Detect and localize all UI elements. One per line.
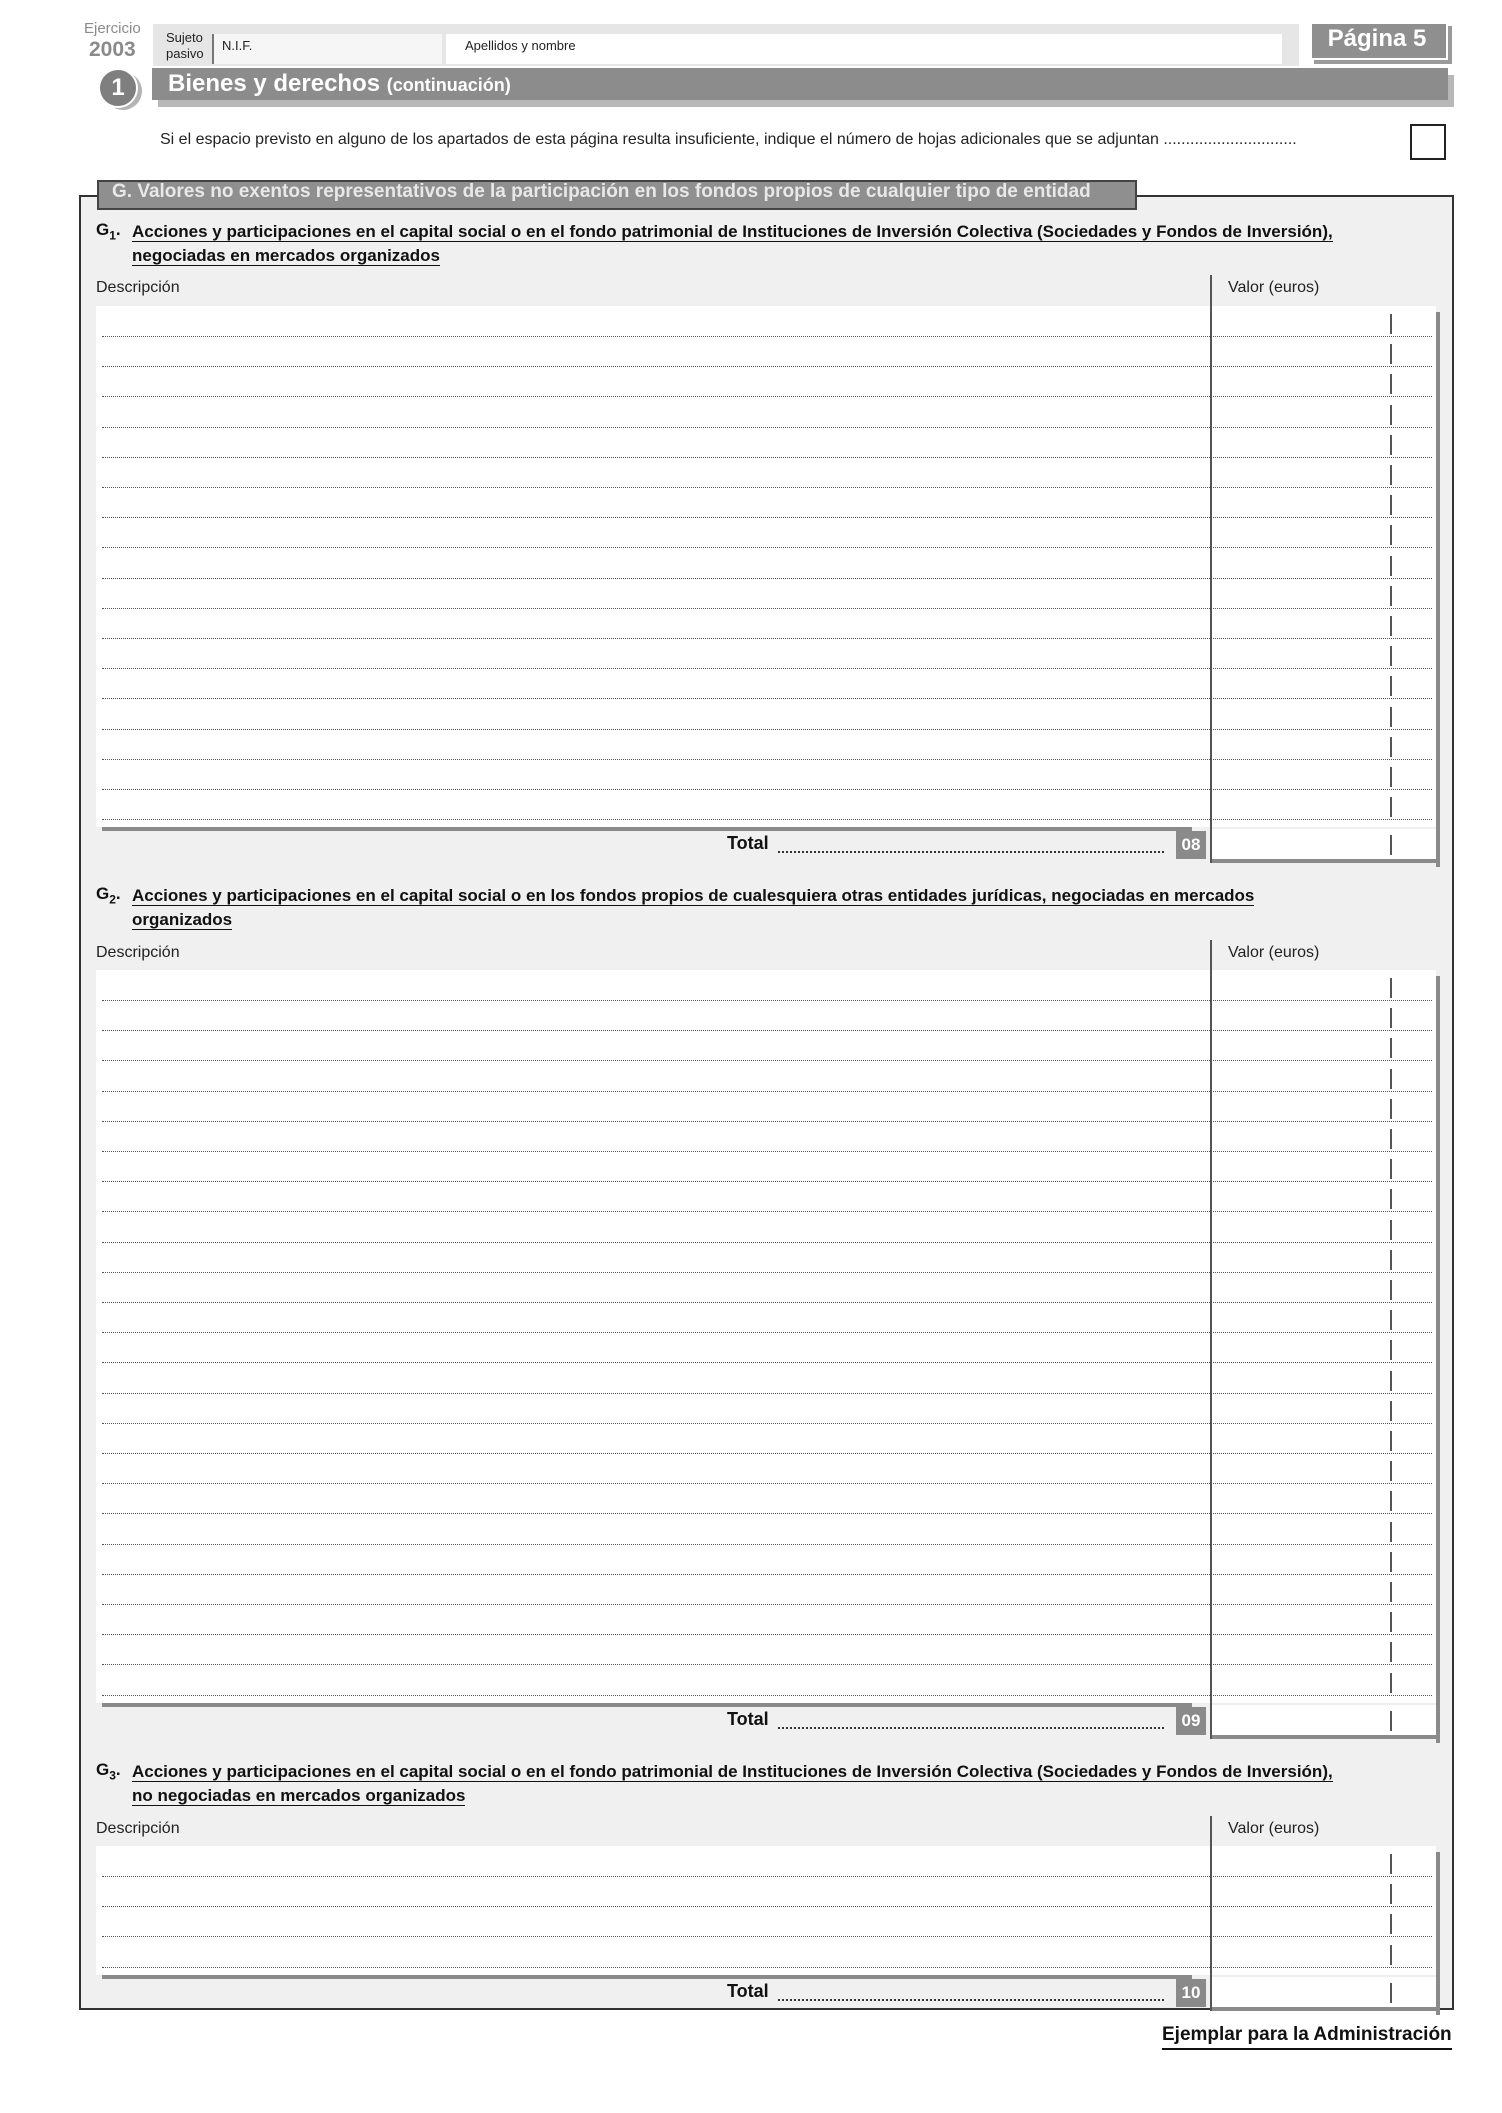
row-dotted-line — [102, 1906, 1432, 1907]
row-dotted-line — [102, 396, 1432, 397]
decimal-tick — [1390, 1220, 1392, 1240]
decimal-tick — [1390, 586, 1392, 606]
group-g-title: G. Valores no exentos representativos de la participación en los fondos propios de cualquier tipo de entidad — [112, 181, 1091, 202]
decimal-tick — [1390, 435, 1392, 455]
row-dotted-line — [102, 487, 1432, 488]
decimal-tick — [1390, 1491, 1392, 1511]
decimal-tick — [1390, 616, 1392, 636]
total-leader-dots — [778, 851, 1164, 853]
column-header-value: Valor (euros) — [1228, 279, 1320, 296]
subsection-code-letter: G — [96, 1760, 110, 1779]
decimal-tick — [1390, 737, 1392, 757]
table-shadow — [1436, 1852, 1440, 2015]
total-code-badge: 10 — [1176, 1979, 1206, 2007]
page-number-label: Página 5 — [1327, 25, 1427, 52]
decimal-tick — [1390, 405, 1392, 425]
total-label: Total — [727, 1708, 769, 1729]
row-dotted-line — [102, 1000, 1432, 1001]
total-label: Total — [727, 833, 769, 854]
decimal-tick — [1390, 1983, 1392, 2003]
decimal-tick — [1390, 676, 1392, 696]
decimal-tick — [1390, 797, 1392, 817]
subsection-title-line2: organizados — [132, 910, 233, 929]
sujeto-label-line2: pasivo — [166, 46, 204, 61]
total-value-field[interactable] — [1212, 1977, 1436, 2011]
subsection-title-line2: negociadas en mercados organizados — [132, 246, 440, 265]
decimal-tick — [1390, 1371, 1392, 1391]
decimal-tick — [1390, 1099, 1392, 1119]
subsection-title-line2: no negociadas en mercados organizados — [132, 1786, 466, 1805]
decimal-tick — [1390, 314, 1392, 334]
column-header-description: Descripción — [96, 279, 180, 296]
row-dotted-line — [102, 608, 1432, 609]
row-dotted-line — [102, 1121, 1432, 1122]
subsection-code-letter: G — [96, 220, 110, 239]
decimal-tick — [1390, 1008, 1392, 1028]
ejercicio-label: Ejercicio — [84, 20, 141, 37]
row-dotted-line — [102, 819, 1432, 820]
row-dotted-line — [102, 1544, 1432, 1545]
decimal-tick — [1390, 556, 1392, 576]
subsection-title-line1: Acciones y participaciones en el capital social o en el fondo patrimonial de Instituciones de Inversión Colectiva (Sociedades y Fondos de Inversión), — [132, 222, 1333, 241]
decimal-tick — [1390, 1945, 1392, 1965]
decimal-tick — [1390, 1582, 1392, 1602]
row-dotted-line — [102, 1302, 1432, 1303]
row-dotted-line — [102, 1634, 1432, 1635]
row-dotted-line — [102, 759, 1432, 760]
section-title — [168, 70, 511, 98]
row-dotted-line — [102, 1393, 1432, 1394]
row-dotted-line — [102, 1362, 1432, 1363]
row-dotted-line — [102, 1030, 1432, 1031]
decimal-tick — [1390, 1069, 1392, 1089]
row-dotted-line — [102, 1967, 1432, 1968]
decimal-tick — [1390, 767, 1392, 787]
subsection-code-index: 2 — [109, 892, 116, 907]
subsection-code-index: 3 — [109, 1768, 116, 1783]
row-dotted-line — [102, 1453, 1432, 1454]
row-dotted-line — [102, 1332, 1432, 1333]
decimal-tick — [1390, 1280, 1392, 1300]
row-dotted-line — [102, 1936, 1432, 1937]
decimal-tick — [1390, 978, 1392, 998]
subsection-code: $G_3$. — [96, 1760, 121, 1783]
column-divider — [1210, 275, 1212, 863]
row-dotted-line — [102, 1604, 1432, 1605]
decimal-tick — [1390, 1431, 1392, 1451]
extra-sheets-text: Si el espacio previsto en alguno de los apartados de esta página resulta insuficiente, indique el número de hojas adicionales que se adjuntan .............................. — [160, 131, 1297, 148]
footer-copy-label: Ejemplar para la Administración — [1162, 2024, 1452, 2050]
decimal-tick — [1390, 1673, 1392, 1693]
total-label: Total — [727, 1980, 769, 2001]
table-shadow — [1436, 312, 1440, 867]
section-title-main: Bienes y derechos — [168, 70, 381, 97]
decimal-tick — [1390, 1401, 1392, 1421]
row-dotted-line — [102, 547, 1432, 548]
row-dotted-line — [102, 336, 1432, 337]
row-dotted-line — [102, 1060, 1432, 1061]
row-dotted-line — [102, 1181, 1432, 1182]
subsection-code: $G_1$. — [96, 220, 121, 243]
extra-sheets-checkbox[interactable] — [1410, 124, 1446, 160]
row-dotted-line — [102, 366, 1432, 367]
subsection-title-line1: Acciones y participaciones en el capital social o en los fondos propios de cualesquiera otras entidades jurídicas, negociadas en mercados — [132, 886, 1255, 905]
row-dotted-line — [102, 1483, 1432, 1484]
column-header-description: Descripción — [96, 1820, 180, 1837]
section-number-badge: 1 — [98, 68, 138, 108]
total-separator — [102, 827, 1192, 831]
column-header-value: Valor (euros) — [1228, 1820, 1320, 1837]
decimal-tick — [1390, 525, 1392, 545]
row-dotted-line — [102, 578, 1432, 579]
decimal-tick — [1390, 1854, 1392, 1874]
decimal-tick — [1390, 1129, 1392, 1149]
decimal-tick — [1390, 1310, 1392, 1330]
row-dotted-line — [102, 1876, 1432, 1877]
decimal-tick — [1390, 1522, 1392, 1542]
row-dotted-line — [102, 1242, 1432, 1243]
entry-table — [96, 1846, 1436, 1975]
total-value-field[interactable] — [1212, 1705, 1436, 1739]
decimal-tick — [1390, 1189, 1392, 1209]
column-header-description: Descripción — [96, 944, 180, 961]
decimal-tick — [1390, 1340, 1392, 1360]
decimal-tick — [1390, 1884, 1392, 1904]
table-shadow — [1436, 976, 1440, 1743]
row-dotted-line — [102, 1211, 1432, 1212]
decimal-tick — [1390, 374, 1392, 394]
decimal-tick — [1390, 1612, 1392, 1632]
row-dotted-line — [102, 789, 1432, 790]
sujeto-label-line1: Sujeto — [166, 30, 203, 45]
total-code-badge: 09 — [1176, 1707, 1206, 1735]
row-dotted-line — [102, 729, 1432, 730]
row-dotted-line — [102, 1664, 1432, 1665]
decimal-tick — [1390, 1914, 1392, 1934]
total-leader-dots — [778, 1727, 1164, 1729]
row-dotted-line — [102, 1151, 1432, 1152]
column-header-value: Valor (euros) — [1228, 944, 1320, 961]
apellidos-nombre-label: Apellidos y nombre — [465, 38, 576, 53]
decimal-tick — [1390, 1642, 1392, 1662]
row-dotted-line — [102, 517, 1432, 518]
entry-table — [96, 970, 1436, 1703]
subsection-code: $G_2$. — [96, 884, 121, 907]
decimal-tick — [1390, 1711, 1392, 1731]
decimal-tick — [1390, 495, 1392, 515]
row-dotted-line — [102, 1695, 1432, 1696]
entry-table — [96, 306, 1436, 827]
total-code-badge: 08 — [1176, 831, 1206, 859]
row-dotted-line — [102, 698, 1432, 699]
total-value-field[interactable] — [1212, 829, 1436, 863]
total-separator — [102, 1975, 1192, 1979]
row-dotted-line — [102, 427, 1432, 428]
row-dotted-line — [102, 638, 1432, 639]
row-dotted-line — [102, 668, 1432, 669]
row-dotted-line — [102, 1513, 1432, 1514]
subsection-code-letter: G — [96, 884, 110, 903]
decimal-tick — [1390, 1159, 1392, 1179]
row-dotted-line — [102, 1272, 1432, 1273]
decimal-tick — [1390, 835, 1392, 855]
decimal-tick — [1390, 1461, 1392, 1481]
decimal-tick — [1390, 465, 1392, 485]
decimal-tick — [1390, 1552, 1392, 1572]
row-dotted-line — [102, 1423, 1432, 1424]
row-dotted-line — [102, 457, 1432, 458]
subsection-title-line1: Acciones y participaciones en el capital social o en el fondo patrimonial de Instituciones de Inversión Colectiva (Sociedades y Fondos de Inversión), — [132, 1762, 1333, 1781]
total-leader-dots — [778, 1999, 1164, 2001]
subsection-code-index: 1 — [109, 228, 116, 243]
row-dotted-line — [102, 1091, 1432, 1092]
decimal-tick — [1390, 344, 1392, 364]
nif-label: N.I.F. — [222, 38, 253, 53]
decimal-tick — [1390, 707, 1392, 727]
section-title-suffix: (continuación) — [386, 75, 511, 95]
decimal-tick — [1390, 646, 1392, 666]
decimal-tick — [1390, 1038, 1392, 1058]
decimal-tick — [1390, 1250, 1392, 1270]
row-dotted-line — [102, 1574, 1432, 1575]
total-separator — [102, 1703, 1192, 1707]
ejercicio-year: 2003 — [89, 38, 136, 61]
sujeto-pasivo-label — [166, 30, 204, 62]
